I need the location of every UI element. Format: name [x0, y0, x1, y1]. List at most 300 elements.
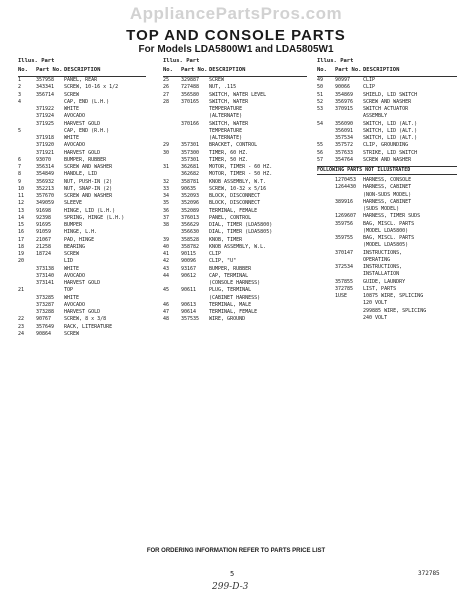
parts-row — [317, 286, 457, 293]
part-description: NUT, .115 — [209, 84, 237, 91]
part-description: TOP — [64, 287, 74, 294]
part-description: BAG, MISCL. PARTS — [363, 220, 415, 227]
part-description: TEMPERATURE — [209, 106, 243, 112]
part-no: 373287 — [36, 301, 55, 308]
part-no: 356580 — [181, 91, 200, 98]
part-description: RACK, LITERATURE — [64, 323, 113, 330]
part-description: SCREW AND WASHER — [64, 164, 113, 170]
part-no: 356091 — [335, 127, 354, 134]
illus-no: 6 — [18, 156, 22, 163]
page-subtitle: For Models LDA5800W1 and LDA5805W1 — [138, 44, 334, 55]
parts-row — [163, 200, 307, 207]
header-part-no: Part No. — [335, 67, 362, 73]
part-description: TERMINAL, FEMALE — [209, 309, 258, 315]
part-description: SWITCH, LID (ALT.) — [363, 135, 418, 141]
part-no: 90115 — [181, 251, 197, 257]
header-part-no: Part No. — [181, 67, 208, 73]
parts-row — [163, 142, 307, 149]
illus-no: 52 — [317, 98, 324, 105]
parts-row — [317, 150, 457, 157]
parts-row — [18, 113, 146, 120]
part-description: PANEL, REAR — [64, 77, 98, 83]
parts-row — [18, 251, 146, 258]
illus-no: 25 — [163, 77, 170, 83]
parts-row — [18, 309, 146, 316]
part-no: 358782 — [181, 243, 200, 250]
part-description: HARNESS, CABINET — [363, 184, 412, 191]
parts-row — [317, 250, 457, 257]
part-description: HARVEST GOLD — [64, 309, 101, 315]
header-illus-part: Illus. Part — [317, 58, 354, 64]
parts-row — [18, 157, 146, 164]
parts-row — [18, 193, 146, 200]
illus-no: 4 — [18, 98, 22, 105]
part-no: 370165 — [181, 98, 200, 105]
part-no: 371918 — [36, 135, 55, 141]
parts-row — [317, 235, 457, 242]
parts-row — [163, 186, 307, 193]
column-header — [18, 57, 146, 77]
parts-row — [163, 121, 307, 128]
part-no: 343341 — [36, 84, 55, 91]
part-no: 357534 — [335, 135, 354, 141]
part-no: 1270453 — [335, 177, 357, 183]
illus-no: 49 — [317, 77, 324, 83]
part-description: BAG, MISCL. PARTS — [363, 235, 415, 241]
part-no: 357855 — [335, 278, 354, 285]
part-no: 91695 — [36, 222, 52, 228]
part-description: (MODEL LDA5800) — [363, 227, 409, 234]
part-description: CLIP, "U" — [209, 258, 237, 265]
parts-row — [18, 77, 146, 84]
parts-row — [163, 215, 307, 222]
part-description: TEMPERATURE — [209, 127, 243, 134]
parts-row — [163, 280, 307, 287]
part-no: 1269607 — [335, 213, 357, 220]
parts-column-3 — [317, 57, 457, 322]
illus-no: 47 — [163, 309, 170, 315]
part-description: CAP, END (R.H.) — [64, 127, 110, 134]
part-description: SCREW — [64, 91, 80, 98]
illus-no: 23 — [18, 323, 25, 330]
parts-row — [317, 293, 457, 300]
part-description: SLEEVE — [64, 200, 83, 207]
illus-no: 27 — [163, 91, 170, 98]
part-description: GUIDE, LAUNDRY — [363, 278, 406, 285]
illus-no: 35 — [163, 200, 170, 207]
part-description: (ALTERNATE) — [209, 113, 243, 120]
illus-no: 8 — [18, 171, 22, 178]
parts-row — [317, 221, 457, 228]
illus-no: 48 — [163, 316, 170, 323]
part-description: HINGE, LID (L.H.) — [64, 207, 116, 214]
parts-column-1 — [18, 57, 146, 338]
illus-no: 42 — [163, 258, 170, 265]
part-description: TERMINAL, MALE — [209, 301, 252, 308]
header-no: No. — [317, 67, 327, 73]
part-description: SCREW AND WASHER — [363, 98, 412, 105]
part-description: SCREW — [64, 330, 80, 337]
parts-row — [317, 257, 457, 264]
part-no: 376013 — [181, 214, 200, 221]
parts-row — [163, 157, 307, 164]
parts-row — [18, 215, 146, 222]
part-no: 90612 — [181, 272, 197, 279]
part-no: 90096 — [181, 258, 197, 265]
parts-row — [18, 186, 146, 193]
part-description: INSTRUCTIONS, — [363, 249, 403, 256]
page-number: 5 — [230, 570, 235, 578]
part-description: BUMPER — [64, 222, 83, 228]
illus-no: 19 — [18, 251, 25, 257]
illus-no: 39 — [163, 236, 170, 243]
illus-no: 54 — [317, 120, 324, 127]
parts-row — [18, 84, 146, 91]
illus-no: 46 — [163, 301, 170, 308]
header-description: DESCRIPTION — [209, 67, 246, 73]
header-no: No. — [18, 67, 28, 73]
parts-row — [317, 121, 457, 128]
part-no: 90997 — [335, 77, 351, 83]
parts-row — [317, 142, 457, 149]
part-no: 362681 — [181, 164, 200, 170]
parts-row — [163, 309, 307, 316]
illus-no: 31 — [163, 164, 170, 170]
part-no: 370915 — [335, 106, 354, 112]
part-no: 352093 — [181, 193, 200, 199]
part-no: 93070 — [36, 156, 52, 163]
part-description: HARNESS, TIMER SUDS — [363, 213, 421, 220]
parts-row — [317, 135, 457, 142]
part-description: SWITCH, LID (ALT.) — [363, 120, 418, 127]
part-description: STRIKE, LID SWITCH — [363, 149, 418, 156]
illus-no: 53 — [317, 106, 324, 112]
illus-no: 56 — [317, 149, 324, 156]
parts-row — [163, 222, 307, 229]
part-description: BLOCK, DISCONNECT — [209, 200, 261, 207]
part-description: DIAL, TIMER (LDA5805) — [209, 229, 273, 236]
part-description: SWITCH, WATER — [209, 120, 249, 127]
illus-no: 14 — [18, 214, 25, 221]
part-description: (SUDS MODEL) — [363, 206, 400, 212]
part-no: 90611 — [181, 287, 197, 294]
illus-no: 40 — [163, 243, 170, 250]
parts-row — [18, 237, 146, 244]
part-no: 357958 — [36, 77, 55, 83]
illus-no: 1 — [18, 77, 22, 83]
illus-no: 45 — [163, 287, 170, 294]
part-description: CLIP — [363, 77, 376, 83]
part-no: 90613 — [181, 301, 197, 308]
part-no: 359756 — [335, 220, 354, 227]
illus-no: 26 — [163, 84, 170, 91]
header-description: DESCRIPTION — [64, 67, 101, 73]
parts-row — [163, 193, 307, 200]
part-description: BLOCK, DISCONNECT — [209, 193, 261, 199]
part-no: 358528 — [181, 236, 200, 243]
part-no: 1264430 — [335, 184, 357, 191]
watermark: AppliancePartsPros.com — [129, 4, 343, 23]
part-no: 21258 — [36, 243, 52, 250]
illus-no: 32 — [163, 178, 170, 185]
part-no: 329887 — [181, 77, 200, 83]
parts-row — [163, 84, 307, 91]
part-description: 240 VOLT — [363, 314, 388, 321]
part-description: SWITCH, WATER — [209, 98, 249, 105]
header-description: DESCRIPTION — [363, 67, 400, 73]
parts-row — [317, 308, 457, 315]
illus-no: 24 — [18, 330, 25, 337]
part-description: WHITE — [64, 135, 80, 141]
part-no: 352089 — [181, 207, 200, 214]
part-description: BRACKET, CONTROL — [209, 142, 258, 149]
part-description: CAP, TERMINAL — [209, 272, 249, 279]
part-no: 371925 — [36, 120, 55, 127]
part-description: HANDLE, LID — [64, 171, 98, 178]
parts-row — [317, 92, 457, 99]
parts-row — [163, 237, 307, 244]
parts-row — [317, 157, 457, 164]
part-no: 370166 — [181, 120, 200, 127]
handwritten-note: 299-D-3 — [212, 582, 249, 592]
part-description: SCREW — [209, 77, 225, 83]
parts-row — [18, 222, 146, 229]
parts-row — [317, 77, 457, 84]
part-description: CLIP, GROUNDING — [363, 142, 409, 149]
illus-no: 9 — [18, 178, 22, 185]
part-no: 18724 — [36, 251, 52, 257]
parts-row — [18, 142, 146, 149]
parts-row — [317, 213, 457, 220]
parts-row — [18, 164, 146, 171]
parts-row — [317, 177, 457, 184]
part-no: 373140 — [36, 272, 55, 279]
part-description: SHIELD, LID SWITCH — [363, 91, 418, 98]
part-no: 357649 — [36, 323, 55, 330]
part-description: SCREW AND WASHER — [363, 156, 412, 163]
parts-column-2 — [163, 57, 307, 324]
part-description: 120 VOLT — [363, 300, 388, 307]
parts-row — [18, 258, 146, 265]
column-header — [163, 57, 307, 77]
parts-row — [163, 106, 307, 113]
part-no: 373288 — [36, 309, 55, 315]
part-no: 357633 — [335, 149, 354, 156]
part-description: SCREW, 8 x 3/8 — [64, 316, 107, 323]
parts-row — [18, 135, 146, 142]
part-description: ASSEMBLY — [363, 113, 388, 120]
parts-row — [317, 184, 457, 191]
part-no: 357535 — [181, 316, 200, 323]
parts-row — [18, 99, 146, 106]
part-no: 352096 — [181, 200, 200, 207]
part-no: 1USE — [335, 293, 348, 299]
parts-row — [317, 228, 457, 235]
illus-no: 5 — [18, 127, 22, 134]
part-no: 356314 — [36, 164, 55, 170]
parts-row — [163, 150, 307, 157]
illus-no: 57 — [317, 156, 324, 163]
part-description: CAP, END (L.H.) — [64, 98, 110, 105]
part-description: SWITCH ACTUATOR — [363, 106, 409, 112]
illus-no: 13 — [18, 207, 25, 214]
part-no: 352213 — [36, 185, 55, 192]
illus-no: 50 — [317, 84, 324, 91]
illus-no: 41 — [163, 251, 170, 257]
parts-row — [317, 242, 457, 249]
part-no: 357300 — [181, 149, 200, 156]
parts-row — [163, 164, 307, 171]
parts-row — [18, 287, 146, 294]
illus-no: 34 — [163, 193, 170, 199]
illus-no: 51 — [317, 91, 324, 98]
part-description: LIST, PARTS — [363, 285, 397, 292]
part-description: SWITCH, WATER LEVEL — [209, 91, 267, 98]
part-description: HINGE, L.H. — [64, 229, 98, 236]
parts-row — [18, 324, 146, 331]
part-description: TIMER, 60 HZ. — [209, 149, 249, 156]
parts-row — [163, 273, 307, 280]
part-no: 21067 — [36, 236, 52, 243]
parts-row — [317, 315, 457, 322]
part-description: HARVEST GOLD — [64, 120, 101, 127]
header-illus-part: Illus. Part — [18, 58, 55, 64]
parts-row — [18, 229, 146, 236]
illus-no: 38 — [163, 222, 170, 228]
parts-row — [163, 229, 307, 236]
parts-row — [18, 266, 146, 273]
part-description: WHITE — [64, 106, 80, 112]
part-no: 90614 — [181, 309, 197, 315]
part-description: AVOCADO — [64, 272, 86, 279]
illus-no: 15 — [18, 222, 25, 228]
parts-row — [317, 264, 457, 271]
part-no: 90767 — [36, 316, 52, 323]
part-no: 373285 — [36, 294, 55, 301]
parts-row — [163, 244, 307, 251]
part-description: DIAL, TIMER (LDA5800) — [209, 222, 273, 228]
parts-row — [163, 316, 307, 323]
illus-no: 3 — [18, 91, 22, 98]
parts-row — [18, 208, 146, 215]
parts-row — [18, 171, 146, 178]
parts-row — [317, 206, 457, 213]
parts-row — [163, 287, 307, 294]
illus-no: 33 — [163, 185, 170, 192]
part-description: BUMPER, RUBBER — [209, 265, 252, 272]
parts-row — [163, 128, 307, 135]
part-description: MOTOR, TIMER - 60 HZ. — [209, 164, 273, 170]
parts-row — [317, 106, 457, 113]
part-description: WIRE, GROUND — [209, 316, 246, 323]
parts-row — [163, 135, 307, 142]
part-description: 10875 WIRE, SPLICING — [363, 293, 424, 299]
parts-row — [163, 295, 307, 302]
part-no: 356090 — [335, 120, 354, 127]
part-description: CLIP — [209, 251, 222, 257]
part-description: AVOCADO — [64, 113, 86, 120]
part-description: SCREW, 10-16 x 1/2 — [64, 84, 119, 91]
parts-row — [18, 244, 146, 251]
illus-no: 7 — [18, 164, 22, 170]
part-description: KNOB ASSEMBLY, W.L. — [209, 243, 267, 250]
parts-row — [163, 302, 307, 309]
ordering-info-footer: FOR ORDERING INFORMATION REFER TO PARTS PRICE LIST — [146, 548, 326, 554]
parts-row — [317, 192, 457, 199]
part-no: 357301 — [181, 142, 200, 149]
part-description: 299885 WIRE, SPLICING — [363, 307, 427, 314]
parts-row — [18, 106, 146, 113]
parts-row — [317, 128, 457, 135]
column-header — [317, 57, 457, 77]
part-no: 356630 — [181, 229, 200, 236]
illus-no: 55 — [317, 142, 324, 149]
parts-row — [18, 200, 146, 207]
part-no: 372785 — [335, 285, 354, 292]
part-no: 372534 — [335, 264, 354, 270]
part-no: 357670 — [36, 193, 55, 199]
part-description: BEARING — [64, 243, 86, 250]
part-description: SCREW, 10-32 x 5/16 — [209, 185, 267, 192]
part-no: 90066 — [335, 84, 351, 91]
part-no: 91698 — [36, 207, 52, 214]
parts-row — [317, 113, 457, 120]
parts-row — [163, 251, 307, 258]
part-description: HARVEST GOLD — [64, 280, 101, 286]
part-description: BUMPER, RUBBER — [64, 156, 107, 163]
part-no: 371922 — [36, 106, 55, 112]
part-no: 93167 — [181, 265, 197, 272]
parts-row — [18, 273, 146, 280]
part-description: PLUG, TERMINAL — [209, 287, 252, 294]
illus-no: 44 — [163, 272, 170, 279]
parts-row — [163, 171, 307, 178]
part-description: HARNESS, CONSOLE — [363, 177, 412, 183]
part-description: LID — [64, 258, 74, 265]
part-description: SCREW — [64, 251, 80, 257]
part-no: 356976 — [335, 98, 354, 105]
part-no: 356629 — [181, 222, 200, 228]
section-heading: FOLLOWING PARTS NOT ILLUSTRATED — [317, 166, 457, 175]
parts-row — [163, 113, 307, 120]
parts-row — [317, 279, 457, 286]
part-description: PANEL, CONTROL — [209, 214, 252, 221]
illus-no: 10 — [18, 185, 25, 192]
part-description: WHITE — [64, 265, 80, 272]
header-no: No. — [163, 67, 173, 73]
parts-row — [18, 128, 146, 135]
parts-row — [18, 150, 146, 157]
illus-no: 21 — [18, 287, 25, 294]
part-description: AVOCADO — [64, 142, 86, 149]
part-no: 92398 — [36, 214, 52, 221]
parts-row — [18, 280, 146, 287]
part-no: 359755 — [335, 235, 354, 241]
part-description: (ALTERNATE) — [209, 135, 243, 141]
part-no: 349059 — [36, 200, 55, 207]
header-illus-part: Illus. Part — [163, 58, 200, 64]
parts-rows — [163, 77, 307, 324]
part-description: (NON-SUDS MODEL) — [363, 191, 412, 198]
illus-no: 12 — [18, 200, 25, 207]
part-no: 91059 — [36, 229, 52, 236]
illus-no: 43 — [163, 265, 170, 272]
illus-no: 22 — [18, 316, 25, 323]
part-description: MOTOR, TIMER - 50 HZ. — [209, 171, 273, 178]
parts-row — [163, 77, 307, 84]
part-description: WHITE — [64, 294, 80, 301]
parts-row — [18, 121, 146, 128]
